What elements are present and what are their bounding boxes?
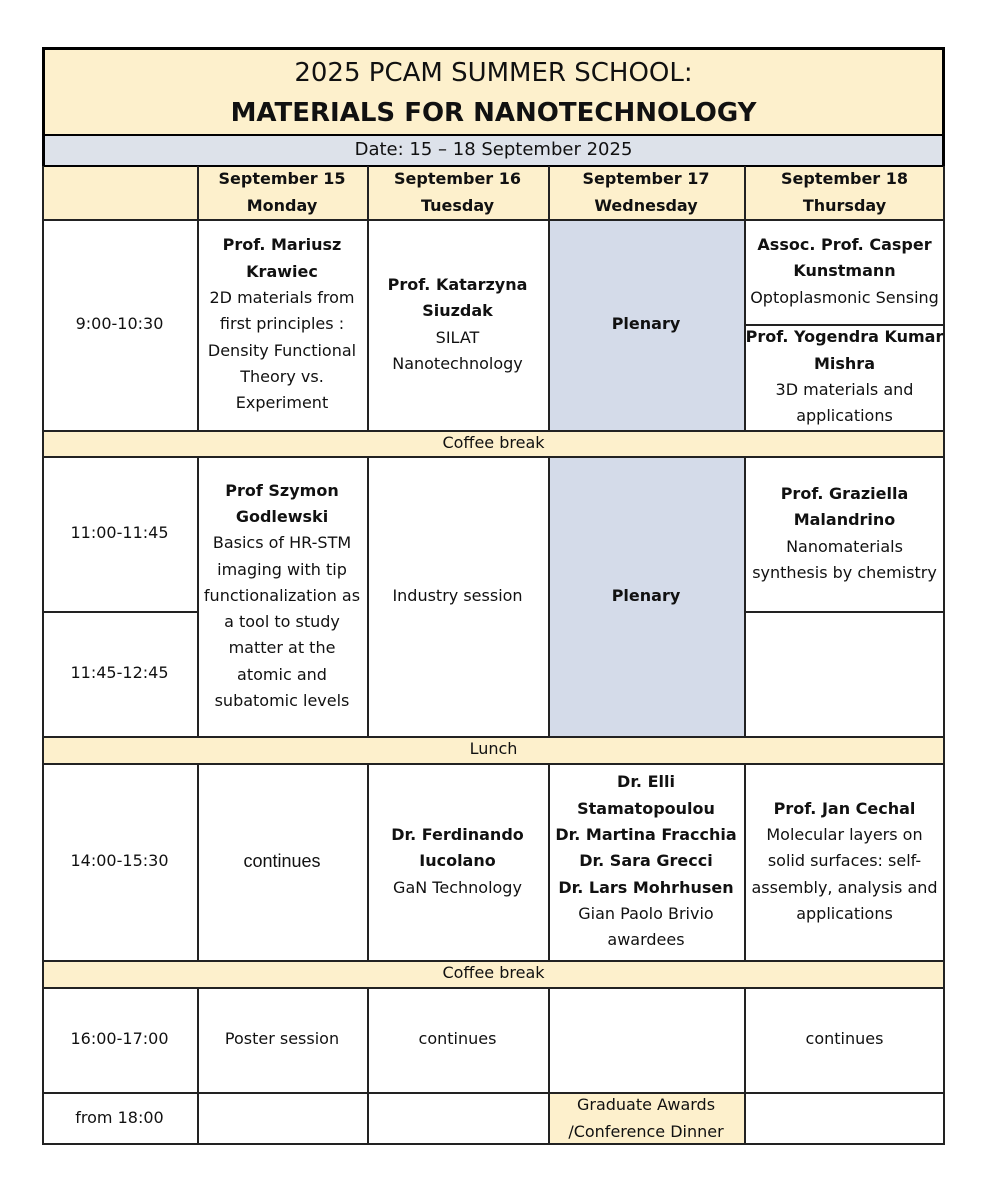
grid-line xyxy=(943,166,945,1145)
talk-title: Molecular layers on xyxy=(766,825,923,845)
talk-title: Basics of HR-STM xyxy=(212,533,352,553)
session-thu-1b xyxy=(744,324,945,430)
speaker-name: Prof. Graziella xyxy=(780,483,909,503)
dinner-line: /Conference Dinner xyxy=(568,1121,724,1141)
grid-line xyxy=(197,987,199,1145)
speaker-name: Dr. Elli Stamatopoulou xyxy=(577,772,715,818)
coffee-break-1 xyxy=(42,430,945,456)
grid-line xyxy=(548,763,550,960)
talk-title: applications xyxy=(796,903,893,923)
talk-title: matter at the xyxy=(228,638,336,658)
grid-line xyxy=(744,763,746,960)
talk-title: GaN Technology xyxy=(393,877,522,897)
session-tue-2 xyxy=(367,456,548,736)
talk-title: imaging with tip xyxy=(217,559,347,579)
talk-title: applications xyxy=(796,406,893,426)
break-label: Coffee break xyxy=(442,432,545,452)
talk-title: solid surfaces: self- xyxy=(767,851,922,871)
talk-title: Experiment xyxy=(235,393,329,413)
talk-title: Gian Paolo Brivio xyxy=(578,903,714,923)
time-label-1: 9:00-10:30 xyxy=(75,314,164,334)
talk-title: Nanomaterials xyxy=(786,536,903,556)
header-day-1-weekday: Monday xyxy=(246,195,318,215)
grid-line xyxy=(42,611,197,613)
grid-line xyxy=(42,987,945,989)
session-mon-2 xyxy=(197,456,367,736)
speaker-name: Prof. Mariusz xyxy=(222,235,342,255)
talk-title: Nanotechnology xyxy=(392,353,523,373)
speaker-name: Dr. Sara Grecci xyxy=(579,851,713,871)
grid-line xyxy=(42,134,945,136)
session-wed-4 xyxy=(548,763,744,960)
time-cell-2 xyxy=(42,456,197,611)
session-wed-plenary-2 xyxy=(548,456,744,736)
talk-title: subatomic levels xyxy=(214,691,350,711)
grid-line xyxy=(42,219,945,221)
grid-line xyxy=(367,763,369,960)
header-time-cell xyxy=(42,166,197,219)
talk-title: Optoplasmonic Sensing xyxy=(750,287,939,307)
talk-title: synthesis by chemistry xyxy=(752,562,937,582)
grid-line xyxy=(42,456,945,458)
schedule-table xyxy=(42,47,945,1145)
session-wed-plenary-1 xyxy=(548,219,744,430)
grid-line xyxy=(42,165,945,167)
session-tue-1 xyxy=(367,219,548,430)
plenary-label: Plenary xyxy=(611,585,681,605)
break-label: Lunch xyxy=(469,739,518,759)
talk-title: Density Functional xyxy=(207,340,357,360)
session-tue-6 xyxy=(367,1092,548,1145)
session-tue-4 xyxy=(367,763,548,960)
lunch-break xyxy=(42,736,945,763)
title-line-2: MATERIALS FOR NANOTECHNOLOGY xyxy=(230,98,757,128)
break-label: Coffee break xyxy=(442,963,545,983)
header-day-1-date: September 15 xyxy=(218,169,346,189)
time-label-6: from 18:00 xyxy=(75,1108,164,1128)
header-day-2-date: September 16 xyxy=(393,169,522,189)
session-mon-6 xyxy=(197,1092,367,1145)
session-thu-5 xyxy=(744,987,945,1092)
header-day-3-weekday: Wednesday xyxy=(594,195,698,215)
grid-line xyxy=(42,763,945,765)
time-label-5: 16:00-17:00 xyxy=(70,1029,169,1049)
header-day-3-date: September 17 xyxy=(582,169,710,189)
header-day-3 xyxy=(548,166,744,219)
grid-line xyxy=(942,47,945,166)
grid-line xyxy=(42,47,945,50)
time-label-3: 11:45-12:45 xyxy=(70,663,169,683)
header-day-2-weekday: Tuesday xyxy=(420,195,495,215)
speaker-name: Iucolano xyxy=(419,851,496,871)
session-wed-5 xyxy=(548,987,744,1092)
header-day-2 xyxy=(367,166,548,219)
grid-line xyxy=(367,987,369,1145)
title-block xyxy=(42,47,945,135)
grid-line xyxy=(42,166,44,1145)
talk-title: awardees xyxy=(607,930,685,950)
grid-line xyxy=(548,166,550,430)
continues-label: continues xyxy=(418,1029,497,1049)
speaker-name: Prof. Yogendra Kumar xyxy=(745,327,944,347)
grid-line xyxy=(42,960,945,962)
grid-line xyxy=(197,763,199,960)
grid-line xyxy=(197,166,199,430)
session-thu-2 xyxy=(744,456,945,611)
speaker-name: Assoc. Prof. Casper xyxy=(757,235,932,255)
talk-title: 2D materials from xyxy=(209,288,355,308)
grid-line xyxy=(744,987,746,1145)
grid-line xyxy=(42,430,945,432)
session-mon-5 xyxy=(197,987,367,1092)
session-tue-5 xyxy=(367,987,548,1092)
dinner-line: Graduate Awards xyxy=(576,1095,716,1115)
header-day-4-weekday: Thursday xyxy=(802,195,887,215)
grid-line xyxy=(548,456,550,736)
time-cell-3 xyxy=(42,611,197,736)
session-thu-6 xyxy=(744,1092,945,1145)
time-label-2: 11:00-11:45 xyxy=(70,523,169,543)
session-mon-1 xyxy=(197,219,367,430)
grid-line xyxy=(42,736,945,738)
speaker-name: Kunstmann xyxy=(793,261,896,281)
speaker-name: Dr. Lars Mohrhusen xyxy=(558,877,734,897)
talk-title: 3D materials and xyxy=(775,380,914,399)
grid-line xyxy=(744,324,945,326)
speaker-name: Dr. Ferdinando xyxy=(391,825,524,845)
talk-title: SILAT xyxy=(435,327,480,347)
continues-label: continues xyxy=(805,1029,884,1049)
talk-title: assembly, analysis and xyxy=(751,877,938,897)
time-label-4: 14:00-15:30 xyxy=(70,851,169,871)
time-cell-4 xyxy=(42,763,197,960)
speaker-name: Prof. Jan Cechal xyxy=(773,798,916,818)
talk-title: a tool to study xyxy=(224,612,340,632)
header-day-1 xyxy=(197,166,367,219)
grid-line xyxy=(42,47,45,166)
header-day-4-date: September 18 xyxy=(780,169,909,189)
date-bar xyxy=(42,135,945,166)
talk-title: Theory vs. xyxy=(240,366,324,386)
speaker-name: Mishra xyxy=(813,353,875,373)
time-cell-5 xyxy=(42,987,197,1092)
speaker-name: Prof. Katarzyna xyxy=(387,274,528,294)
session-thu-4 xyxy=(744,763,945,960)
speaker-name: Krawiec xyxy=(246,261,318,281)
date-text: Date: 15 – 18 September 2025 xyxy=(354,139,633,161)
plenary-label: Plenary xyxy=(611,314,681,334)
speaker-name: Godlewski xyxy=(235,506,329,526)
grid-line xyxy=(42,1092,945,1094)
speaker-name: Prof Szymon xyxy=(225,480,339,500)
industry-session-label: Industry session xyxy=(392,585,523,605)
poster-session-label: Poster session xyxy=(224,1029,340,1049)
talk-title: functionalization as xyxy=(203,585,361,605)
grid-line xyxy=(744,456,746,736)
talk-title: atomic and xyxy=(237,664,327,684)
speaker-name: Malandrino xyxy=(793,510,896,530)
header-day-4 xyxy=(744,166,945,219)
grid-line xyxy=(367,456,369,736)
grid-line xyxy=(548,987,550,1145)
session-mon-4 xyxy=(197,763,367,960)
grid-line xyxy=(367,166,369,430)
session-wed-6-dinner xyxy=(548,1092,744,1145)
time-cell-1 xyxy=(42,219,197,430)
coffee-break-2 xyxy=(42,960,945,987)
grid-line xyxy=(42,1143,945,1145)
session-thu-1a xyxy=(744,219,945,324)
time-cell-6 xyxy=(42,1092,197,1145)
talk-title: first principles : xyxy=(219,314,345,334)
grid-line xyxy=(197,456,199,736)
title-line-1: 2025 PCAM SUMMER SCHOOL: xyxy=(294,58,693,88)
speaker-name: Siuzdak xyxy=(422,301,493,321)
grid-line xyxy=(744,611,945,613)
grid-line xyxy=(744,166,746,430)
continues-label: continues xyxy=(243,851,321,872)
speaker-name: Dr. Martina Fracchia xyxy=(555,825,737,845)
